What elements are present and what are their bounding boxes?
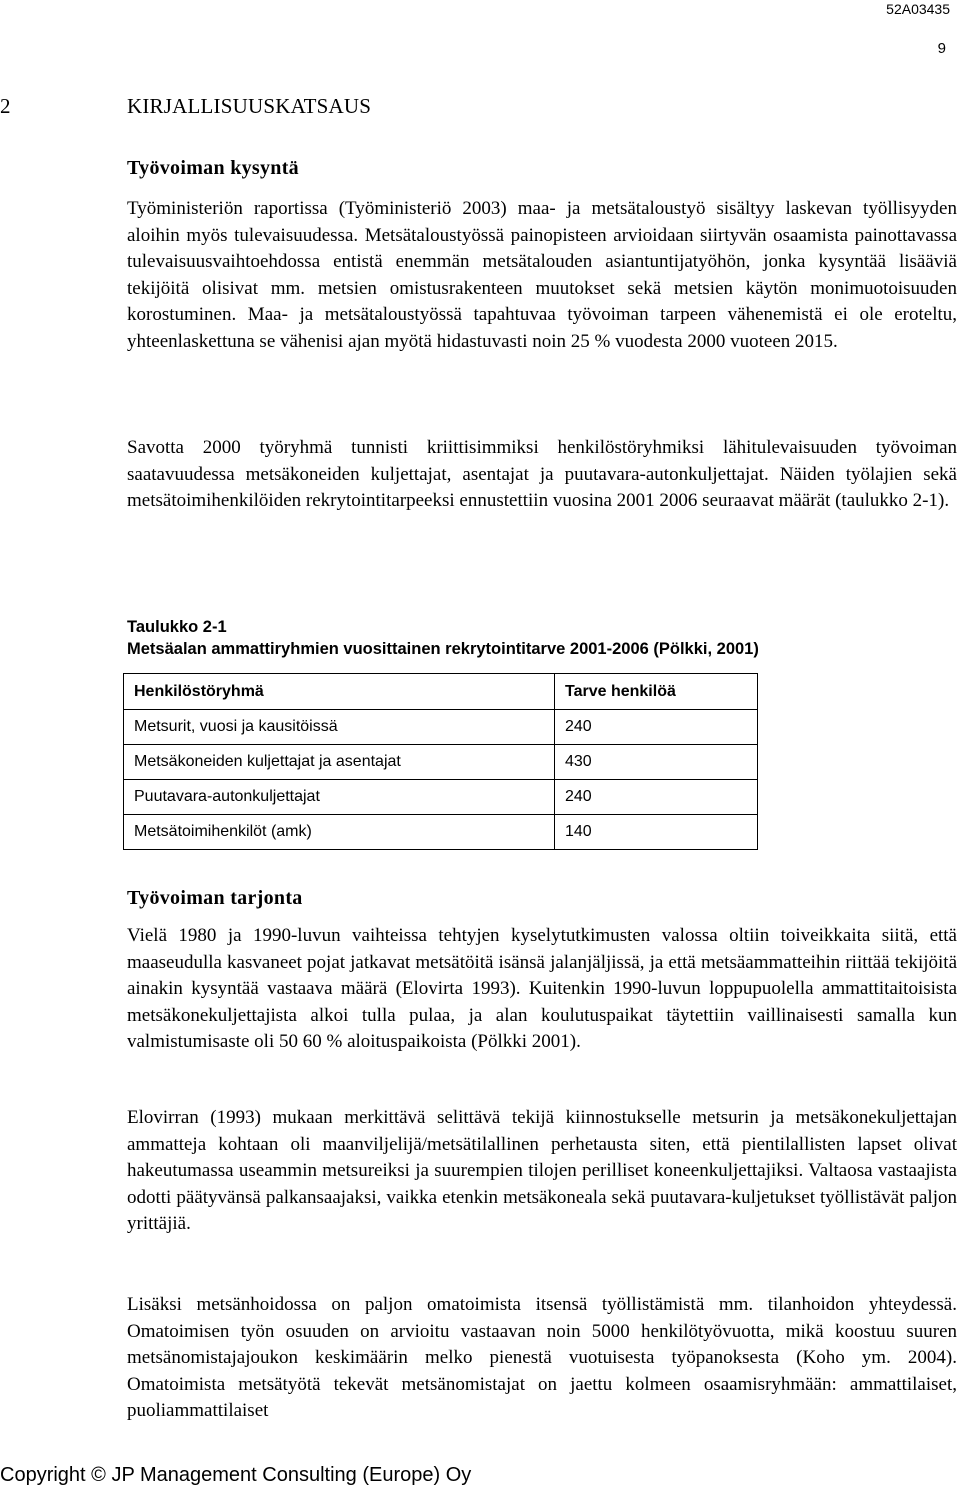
table-row (124, 745, 758, 780)
table-title: Metsäalan ammattiryhmien vuosittainen rekrytointitarve 2001-2006 (Pölkki, 2001) (127, 640, 759, 658)
table-cell-group: Metsätoimihenkilöt (amk) (124, 815, 555, 850)
table-cell-need: 430 (555, 745, 758, 780)
demand-paragraph-2-wrap (127, 435, 957, 515)
document-id: 52A03435 (886, 1, 950, 17)
table-cell-need: 240 (555, 710, 758, 745)
table-cell-group: Puutavara-autonkuljettajat (124, 780, 555, 815)
supply-paragraph-2: Elovirran (1993) mukaan merkittävä selittävä tekijä kiinnostukselle metsurin ja metsäkonekuljettajan ammatteja kohtaan oli maanviljelijä/metsätilallinen perhetausta siten, että pientilallisten lapset olivat hakeutumassa useammin metsureiksi ja suurempien tilojen perilliset koneenkuljettajiksi. Valtaosa vastaajista odotti päätyvänsä palkansaajaksi, vaikka etenkin metsäkoneala sekä puutavara-kuljetukset työllistävät paljon yrittäjiä. (127, 1107, 957, 1235)
table-cell-group: Metsurit, vuosi ja kausitöissä (124, 710, 555, 745)
copyright-footer: Copyright © JP Management Consulting (Europe) Oy (0, 1464, 472, 1486)
table-row (124, 780, 758, 815)
section-demand (127, 157, 957, 180)
chapter-title: KIRJALLISUUSKATSAUS (127, 94, 372, 118)
table-row (124, 815, 758, 850)
supply-paragraph-1-wrap (127, 923, 957, 1056)
section-supply (127, 887, 957, 910)
table-cell-need: 140 (555, 815, 758, 850)
demand-paragraph-2: Savotta 2000 työryhmä tunnisti kriittisimmiksi henkilöstöryhmiksi lähitulevaisuuden työvoiman saatavuudessa metsäkoneiden kuljettajat, asentajat ja puutavara-autonkuljettajat. Näiden työlajien sekä metsätoimihenkilöiden rekrytointitarpeeksi ennustettiin vuosina 2001 2006 seuraavat määrät (taulukko 2-1). (127, 437, 957, 512)
page-number: 9 (937, 40, 946, 57)
table-cell-group: Metsäkoneiden kuljettajat ja asentajat (124, 745, 555, 780)
supply-paragraph-2-wrap (127, 1105, 957, 1238)
demand-paragraph-1: Työministeriön raportissa (Työministeriö 2003) maa- ja metsätaloustyö sisältyy laskevan työllisyyden aloihin myös tulevaisuudessa. Metsätaloustyössä painopisteen arvioidaan siirtyvän osaamista painottavassa tulevaisuusvaihtoehdossa entistä enemmän metsätalouden asiantuntijatyöhön, jonka kysyntää lisääviä tekijöitä olisivat mm. metsien omistusrakenteen muutokset sekä metsien käytön monimuotoisuuden korostuminen. Maa- ja metsätaloustyössä tapahtuvaa työvoiman tarpeen vähenemistä ei ole eroteltu, yhteenlaskettuna se vähenisi ajan myötä hidastuvasti noin 25 % vuodesta 2000 vuoteen 2015. (127, 198, 957, 352)
recruitment-table (123, 673, 758, 850)
table-header-row (124, 674, 758, 710)
demand-paragraph-1-wrap (127, 196, 957, 356)
supply-paragraph-3: Lisäksi metsänhoidossa on paljon omatoimista itsensä työllistämistä mm. tilanhoidon yhteydessä. Omatoimisen työn osuuden on arvioitu vastaavan noin 5000 henkilötyövuotta, mikä koostuu suuren metsänomistajajoukon keskimäärin melko pienestä vuotuisesta työpanoksesta (Koho ym. 2004). Omatoimista metsätyötä tekevät metsänomistajat on jaettu kolmeen osaamisryhmään: ammattilaiset, puoliammattilaiset (127, 1294, 957, 1422)
table-row (124, 710, 758, 745)
table-caption (127, 616, 957, 660)
table-label: Taulukko 2-1 (127, 618, 227, 636)
table-header-group: Henkilöstöryhmä (124, 674, 555, 710)
table-cell-need: 240 (555, 780, 758, 815)
supply-paragraph-3-wrap (127, 1292, 957, 1425)
chapter-number: 2 (0, 94, 11, 118)
table-header-need: Tarve henkilöä (555, 674, 758, 710)
section-heading-supply: Työvoiman tarjonta (127, 887, 303, 909)
supply-paragraph-1: Vielä 1980 ja 1990-luvun vaihteissa tehtyjen kyselytutkimusten valossa oltiin toiveikkaita siitä, että maaseudulla kasvaneet pojat jatkavat metsätöitä isänsä jalanjäljissä, ja että metsäammatteihin riittää tekijöitä ainakin kysyntää vastaava määrä (Elovirta 1993). Kuitenkin 1990-luvun loppupuolella ammattitaitoisista metsäkonekuljettajista alkoi tulla pulaa, ja alan koulutuspaikat täytettiin vaillinaisesti samalla kun valmistumisaste oli 50 60 % aloituspaikoista (Pölkki 2001). (127, 925, 957, 1053)
section-heading-demand: Työvoiman kysyntä (127, 157, 299, 179)
